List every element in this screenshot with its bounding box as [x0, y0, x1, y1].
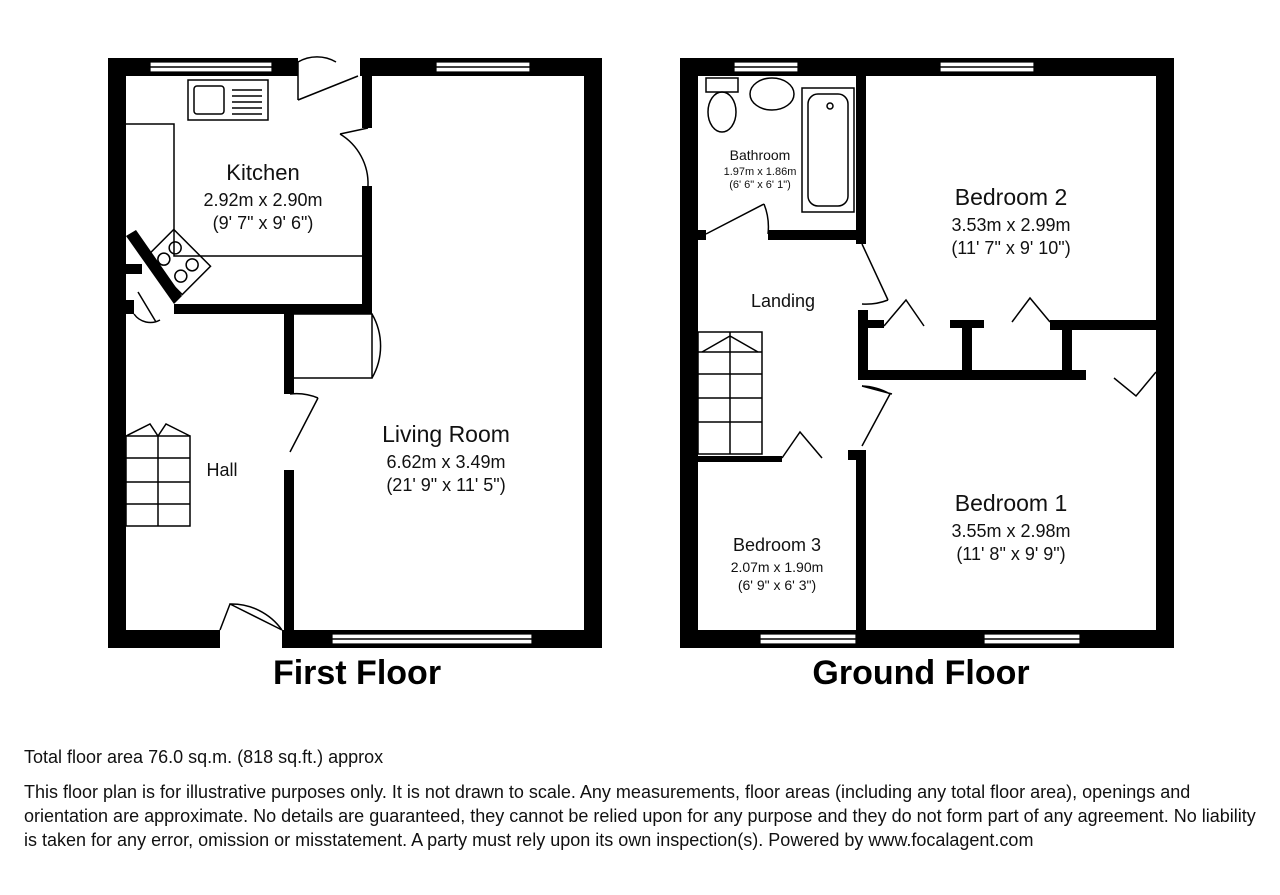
landing-stairs [698, 332, 762, 454]
kitchen-label [203, 160, 322, 233]
ground-floor-plan [680, 58, 1174, 692]
first-floor-doors [134, 57, 381, 630]
living-room-name: Living Room [382, 421, 510, 447]
bedroom-3-label [731, 535, 824, 593]
bedroom-2-imperial: (11' 7" x 9' 10") [951, 238, 1071, 258]
kitchen-drainer [232, 90, 262, 114]
bedroom-1-metric: 3.55m x 2.98m [951, 521, 1071, 541]
first-floor-plan [108, 57, 602, 692]
bedroom-2-name: Bedroom 2 [954, 184, 1068, 210]
bedroom-1-name: Bedroom 1 [954, 490, 1068, 516]
total-floor-area: Total floor area 76.0 sq.m. (818 sq.ft.) approx [24, 747, 384, 767]
bathroom-metric: 1.97m x 1.86m [723, 166, 797, 178]
bedroom-2-label [951, 184, 1070, 258]
kitchen-imperial: (9' 7" x 9' 6") [212, 213, 314, 233]
bedroom-3-metric: 2.07m x 1.90m [730, 559, 824, 575]
ground-floor-doors [706, 204, 1156, 458]
living-room-imperial: (21' 9" x 11' 5") [386, 475, 506, 495]
bathroom-name: Bathroom [729, 147, 791, 163]
disclaimer-text: This floor plan is for illustrative purposes only. It is not drawn to scale. Any measurements, floor areas (including any total floor area), openings and orientation are approximate. No details are guaranteed, they cannot be relied upon for any purpose and they do not form part of any agreement. No liability is taken for any error, omission or misstatement. A party must rely upon its own inspection(s). Powered by www.focalagent.com [24, 782, 1256, 850]
ground-floor-title: Ground Floor [812, 654, 1030, 692]
living-room-metric: 6.62m x 3.49m [386, 452, 506, 472]
hall-stairs [126, 424, 190, 526]
bathroom-fixtures [706, 78, 854, 212]
kitchen-name: Kitchen [226, 160, 300, 185]
first-floor-title: First Floor [272, 654, 442, 692]
living-room-label [382, 421, 510, 495]
bedroom-3-name: Bedroom 3 [732, 535, 822, 555]
landing-name: Landing [750, 291, 816, 311]
bedroom-1-imperial: (11' 8" x 9' 9") [956, 544, 1066, 564]
kitchen-metric: 2.92m x 2.90m [203, 190, 323, 210]
bathroom-label [724, 147, 797, 191]
bedroom-3-imperial: (6' 9" x 6' 3") [737, 577, 817, 593]
bathroom-imperial: (6' 6" x 6' 1") [729, 179, 791, 191]
bedroom-2-metric: 3.53m x 2.99m [951, 215, 1071, 235]
bedroom-1-label [951, 490, 1070, 564]
hall-name: Hall [206, 460, 238, 480]
